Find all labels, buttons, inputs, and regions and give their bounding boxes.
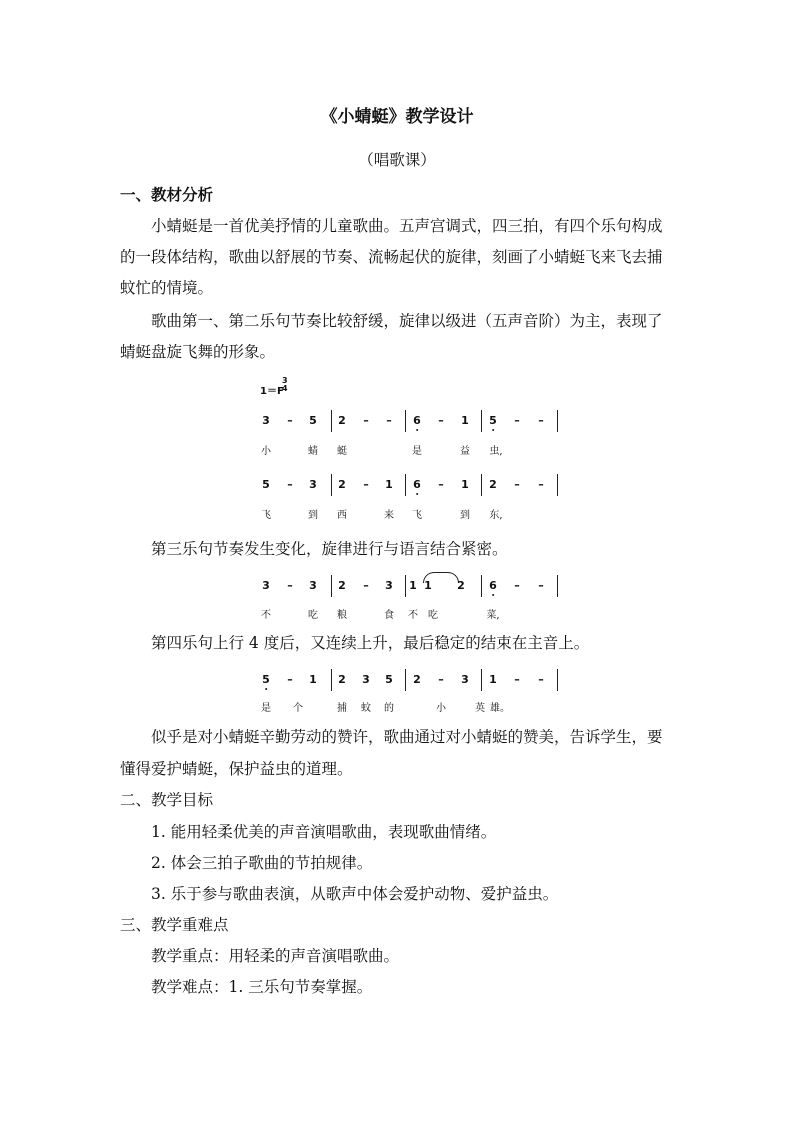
note: – (538, 478, 544, 491)
lyric: 吃 (428, 610, 438, 621)
goal-item: 2. 体会三拍子歌曲的节拍规律。 (151, 854, 373, 872)
difficulty-point: 教学难点：1. 三乐句节奏掌握。 (151, 978, 373, 996)
lyric: 英 (475, 703, 485, 714)
note: – (363, 414, 369, 427)
bar-line (557, 410, 558, 432)
note: 2 (338, 414, 346, 427)
time-sig-top: 3 (282, 376, 288, 385)
lyric: 小 (436, 703, 446, 714)
lyric: 是 (412, 446, 422, 457)
note: – (514, 414, 520, 427)
note: – (538, 414, 544, 427)
lyric: 不 (408, 610, 418, 621)
note: – (287, 478, 293, 491)
lyric: 到 (308, 510, 318, 521)
bar-line (557, 474, 558, 496)
bar-line (557, 575, 558, 597)
note: – (287, 579, 293, 592)
note: 3 (385, 579, 393, 592)
lyric: 粮 (337, 610, 347, 621)
lyric: 不 (261, 610, 271, 621)
note: – (538, 579, 544, 592)
note: – (438, 673, 444, 686)
lyric: 飞 (261, 510, 271, 521)
paragraph-line: 的一段体结构，歌曲以舒展的节奏、流畅起伏的旋律，刻画了小蜻蜓飞来飞去捕 (120, 248, 663, 266)
section-heading-analysis: 一、教材分析 (120, 185, 214, 204)
note: 3 (309, 478, 317, 491)
note: – (514, 579, 520, 592)
note: 3 (262, 579, 270, 592)
bar-line (481, 669, 482, 691)
lyric: 虫, (489, 446, 503, 457)
key-signature: 1＝F (260, 386, 284, 397)
goal-item: 3. 乐于参与歌曲表演，从歌声中体会爱护动物、爱护益虫。 (151, 885, 559, 903)
note: 3 (461, 673, 469, 686)
note: 2 (338, 673, 346, 686)
time-sig-bottom: 4 (282, 384, 288, 393)
note: – (514, 673, 520, 686)
page-subtitle: （唱歌课） (358, 151, 436, 169)
lyric: 食 (384, 610, 394, 621)
bar-line (405, 575, 406, 597)
lyric: 益 (460, 446, 470, 457)
bar-line (331, 410, 332, 432)
note: 3 (309, 579, 317, 592)
note: 2 (338, 478, 346, 491)
bar-line (481, 575, 482, 597)
note: 3 (262, 414, 270, 427)
paragraph-line: 懂得爱护蜻蜓，保护益虫的道理。 (120, 760, 353, 778)
bar-line (331, 669, 332, 691)
note: 5 (385, 673, 393, 686)
note: 1 (309, 673, 317, 686)
lyric: 菜, (486, 610, 500, 621)
note: 1 (424, 579, 432, 592)
note: 1 (461, 414, 469, 427)
paragraph-line: 似乎是对小蜻蜓辛勤劳动的赞许，歌曲通过对小蜻蜓的赞美，告诉学生，要 (151, 728, 663, 746)
bar-line (557, 669, 558, 691)
note: 2 (413, 673, 421, 686)
bar-line (481, 474, 482, 496)
note: 1 (461, 478, 469, 491)
paragraph-line: 歌曲第一、第二乐句节奏比较舒缓，旋律以级进（五声音阶）为主，表现了 (151, 312, 663, 330)
lyric: 飞 (412, 510, 422, 521)
lyric: 是 (261, 703, 271, 714)
paragraph-line: 蚊忙的情境。 (120, 279, 214, 297)
bar-line (481, 410, 482, 432)
note: 2 (457, 579, 465, 592)
key-point: 教学重点：用轻柔的声音演唱歌曲。 (151, 947, 400, 965)
paragraph-line: 第三乐句节奏发生变化，旋律进行与语言结合紧密。 (151, 540, 508, 558)
note: – (363, 478, 369, 491)
note: 1 (385, 478, 393, 491)
paragraph-line: 第四乐句上行 4 度后，又连续上升，最后稳定的结束在主音上。 (151, 634, 590, 652)
bar-line (405, 474, 406, 496)
lyric: 蜓 (337, 446, 347, 457)
note: – (287, 673, 293, 686)
lyric: 到 (460, 510, 470, 521)
bar-line (405, 410, 406, 432)
note: – (438, 478, 444, 491)
paragraph-line: 蜻蜓盘旋飞舞的形象。 (120, 343, 276, 361)
time-signature (282, 377, 288, 393)
lyric: 蚊 (361, 703, 371, 714)
note: – (438, 414, 444, 427)
lyric: 个 (293, 703, 303, 714)
note: 5 (262, 673, 270, 686)
note: 2 (489, 478, 497, 491)
note: – (538, 673, 544, 686)
note: 1 (409, 579, 417, 592)
lyric: 东, (489, 510, 503, 521)
note: – (386, 414, 392, 427)
lyric: 雄。 (490, 703, 510, 714)
section-heading-goals: 二、教学目标 (120, 791, 214, 809)
bar-line (331, 474, 332, 496)
note: – (514, 478, 520, 491)
lyric: 捕 (337, 703, 347, 714)
note: 5 (262, 478, 270, 491)
lyric: 来 (384, 510, 394, 521)
note: 1 (489, 673, 497, 686)
note: 6 (413, 414, 421, 427)
bar-line (331, 575, 332, 597)
lyric: 的 (384, 703, 394, 714)
goal-item: 1. 能用轻柔优美的声音演唱歌曲，表现歌曲情绪。 (151, 823, 497, 841)
paragraph-line: 小蜻蜓是一首优美抒情的儿童歌曲。五声宫调式，四三拍，有四个乐句构成 (151, 217, 663, 235)
note: 6 (413, 478, 421, 491)
page-title: 《小蜻蜓》教学设计 (320, 107, 474, 127)
section-heading-key-points: 三、教学重难点 (120, 916, 229, 934)
bar-line (405, 669, 406, 691)
lyric: 西 (337, 510, 347, 521)
note: 5 (309, 414, 317, 427)
note: 5 (489, 414, 497, 427)
lyric: 蜻 (308, 446, 318, 457)
note: 3 (362, 673, 370, 686)
note: – (287, 414, 293, 427)
lyric: 小 (261, 446, 271, 457)
note: 2 (338, 579, 346, 592)
note: – (363, 579, 369, 592)
lyric: 吃 (308, 610, 318, 621)
note: 6 (489, 579, 497, 592)
